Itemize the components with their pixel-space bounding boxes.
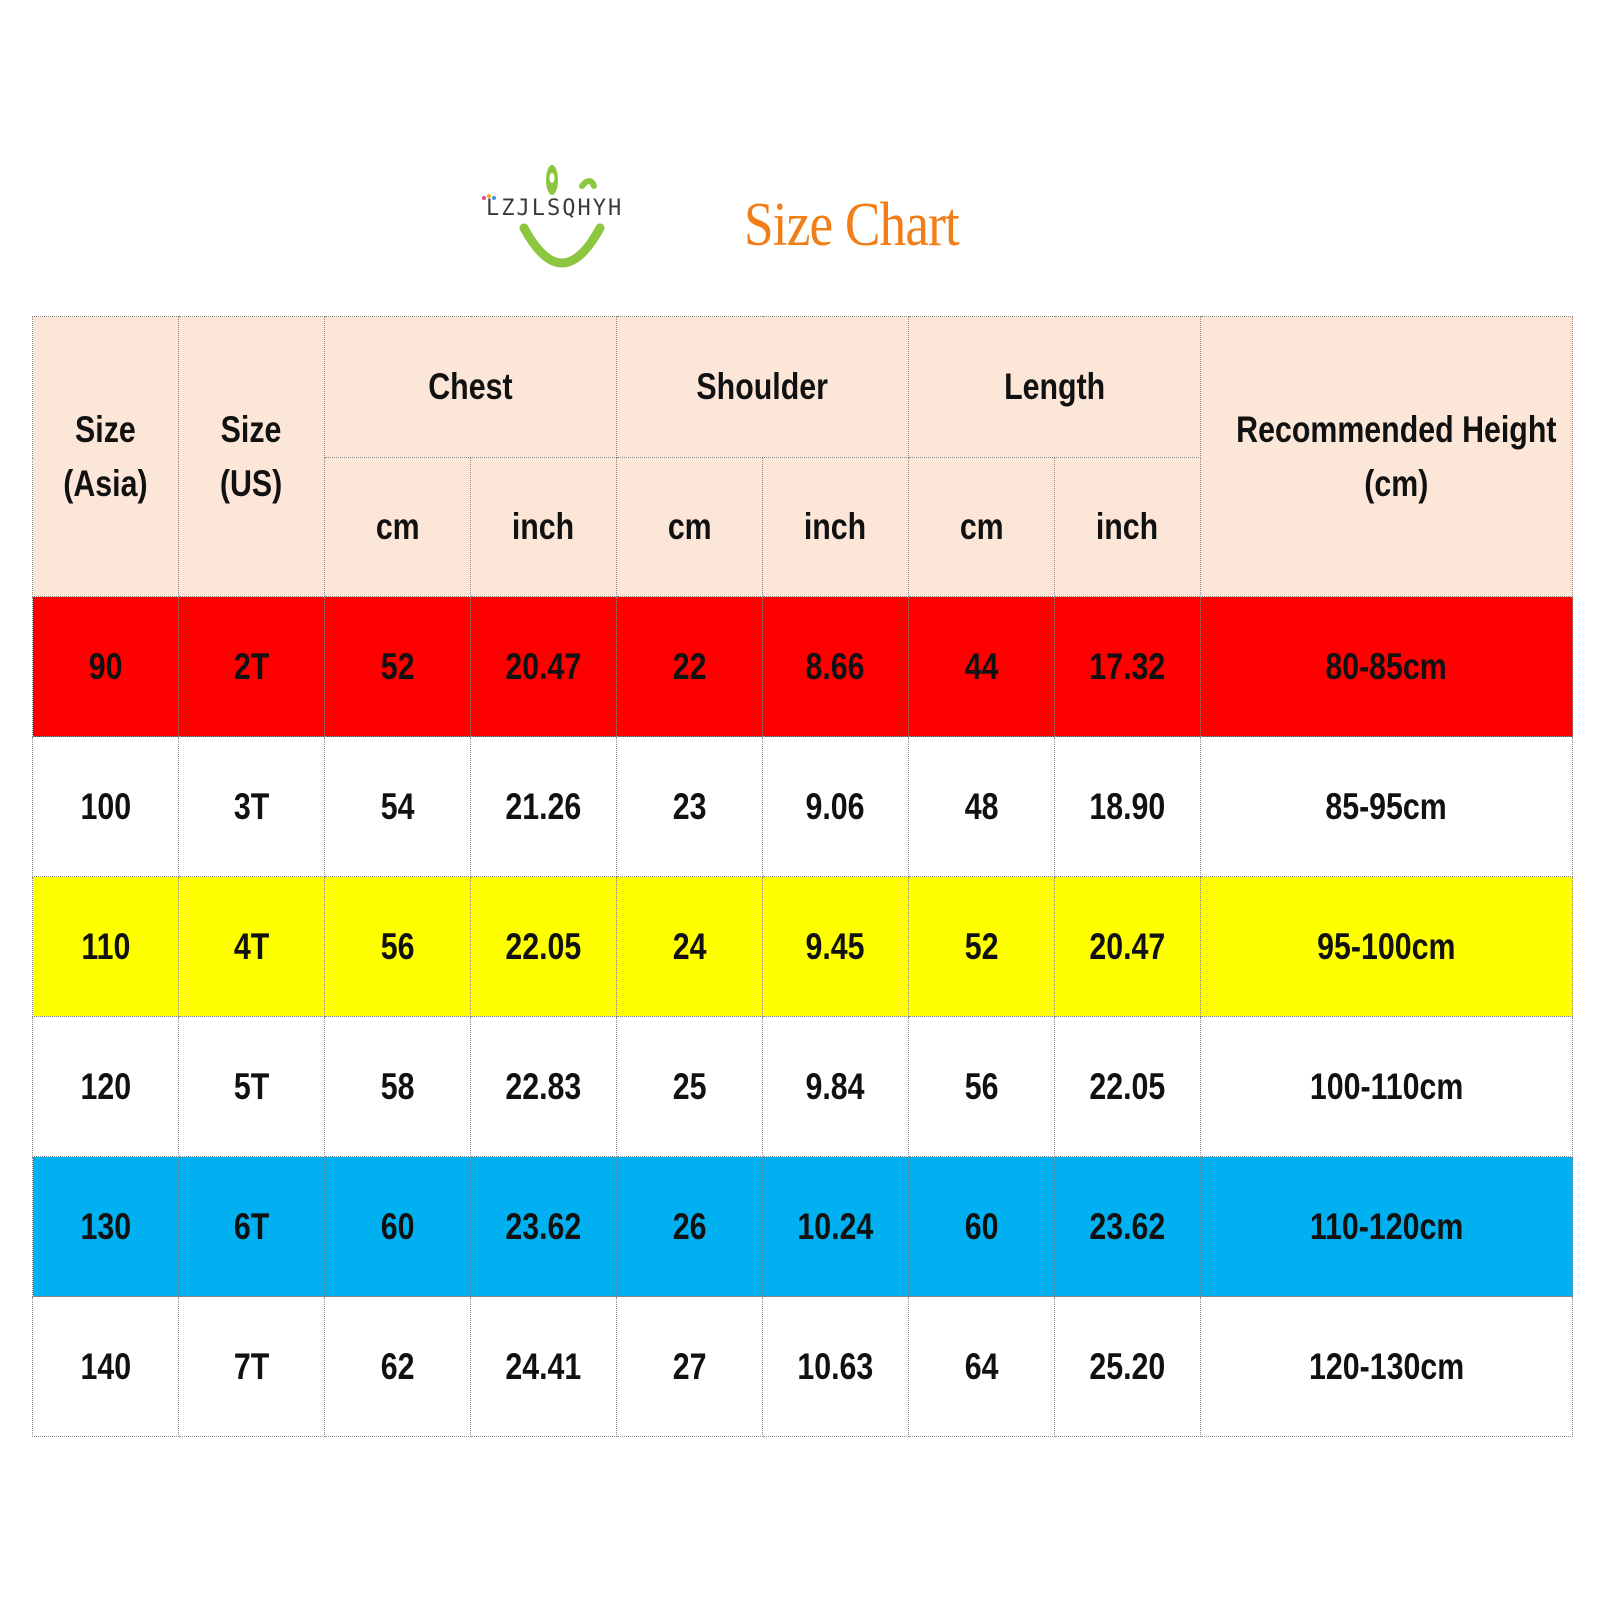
cell-asia: 120 bbox=[33, 1017, 179, 1157]
cell-chest-cm: 60 bbox=[325, 1157, 471, 1297]
cell-chest-in: 23.62 bbox=[471, 1157, 617, 1297]
cell-shoulder-in: 10.63 bbox=[763, 1297, 909, 1437]
cell-shoulder-in: 10.24 bbox=[763, 1157, 909, 1297]
cell-shoulder-in: 9.06 bbox=[763, 737, 909, 877]
cell-chest-in: 22.83 bbox=[471, 1017, 617, 1157]
cell-shoulder-cm: 27 bbox=[617, 1297, 763, 1437]
table-row bbox=[33, 877, 1573, 1017]
cell-chest-cm: 58 bbox=[325, 1017, 471, 1157]
table-row bbox=[33, 1297, 1573, 1437]
cell-length-cm: 44 bbox=[909, 597, 1055, 737]
page-title: Size Chart bbox=[744, 191, 959, 259]
header-row-groups bbox=[33, 317, 1573, 458]
cell-length-in: 17.32 bbox=[1055, 597, 1201, 737]
header-shoulder-cm: cm bbox=[617, 458, 763, 597]
cell-length-in: 18.90 bbox=[1055, 737, 1201, 877]
cell-shoulder-cm: 22 bbox=[617, 597, 763, 737]
cell-height: 95-100cm bbox=[1201, 877, 1573, 1017]
cell-length-in: 20.47 bbox=[1055, 877, 1201, 1017]
cell-height: 100-110cm bbox=[1201, 1017, 1573, 1157]
cell-length-cm: 60 bbox=[909, 1157, 1055, 1297]
header-size-asia: Size (Asia) bbox=[33, 317, 179, 597]
table-row bbox=[33, 1157, 1573, 1297]
cell-shoulder-cm: 23 bbox=[617, 737, 763, 877]
cell-asia: 100 bbox=[33, 737, 179, 877]
header-recommended-height: Recommended Height (cm) bbox=[1201, 317, 1573, 597]
table-row bbox=[33, 1017, 1573, 1157]
cell-us: 7T bbox=[179, 1297, 325, 1437]
table-row bbox=[33, 597, 1573, 737]
cell-asia: 130 bbox=[33, 1157, 179, 1297]
header-chest: Chest bbox=[325, 317, 617, 458]
cell-height: 85-95cm bbox=[1201, 737, 1573, 877]
size-chart-table bbox=[32, 316, 1573, 1437]
cell-asia: 90 bbox=[33, 597, 179, 737]
cell-height: 110-120cm bbox=[1201, 1157, 1573, 1297]
cell-chest-in: 24.41 bbox=[471, 1297, 617, 1437]
cell-shoulder-cm: 25 bbox=[617, 1017, 763, 1157]
cell-chest-cm: 56 bbox=[325, 877, 471, 1017]
cell-us: 6T bbox=[179, 1157, 325, 1297]
cell-shoulder-in: 9.45 bbox=[763, 877, 909, 1017]
header-shoulder: Shoulder bbox=[617, 317, 909, 458]
header-length-cm: cm bbox=[909, 458, 1055, 597]
cell-shoulder-cm: 26 bbox=[617, 1157, 763, 1297]
cell-chest-in: 22.05 bbox=[471, 877, 617, 1017]
cell-us: 3T bbox=[179, 737, 325, 877]
cell-chest-in: 21.26 bbox=[471, 737, 617, 877]
header-length: Length bbox=[909, 317, 1201, 458]
cell-us: 2T bbox=[179, 597, 325, 737]
header-size-us: Size (US) bbox=[179, 317, 325, 597]
size-rows bbox=[33, 597, 1573, 1437]
cell-chest-cm: 52 bbox=[325, 597, 471, 737]
cell-us: 5T bbox=[179, 1017, 325, 1157]
cell-length-in: 22.05 bbox=[1055, 1017, 1201, 1157]
header-chest-inch: inch bbox=[471, 458, 617, 597]
cell-chest-in: 20.47 bbox=[471, 597, 617, 737]
brand-wordmark: LZJLSQHYH bbox=[486, 196, 624, 221]
cell-length-in: 25.20 bbox=[1055, 1297, 1201, 1437]
header-shoulder-inch: inch bbox=[763, 458, 909, 597]
cell-height: 120-130cm bbox=[1201, 1297, 1573, 1437]
cell-length-cm: 56 bbox=[909, 1017, 1055, 1157]
cell-chest-cm: 54 bbox=[325, 737, 471, 877]
cell-chest-cm: 62 bbox=[325, 1297, 471, 1437]
brand-logo bbox=[482, 158, 682, 282]
cell-asia: 140 bbox=[33, 1297, 179, 1437]
cell-length-in: 23.62 bbox=[1055, 1157, 1201, 1297]
cell-length-cm: 48 bbox=[909, 737, 1055, 877]
cell-shoulder-in: 9.84 bbox=[763, 1017, 909, 1157]
cell-shoulder-in: 8.66 bbox=[763, 597, 909, 737]
cell-length-cm: 52 bbox=[909, 877, 1055, 1017]
cell-shoulder-cm: 24 bbox=[617, 877, 763, 1017]
cell-height: 80-85cm bbox=[1201, 597, 1573, 737]
header-length-inch: inch bbox=[1055, 458, 1201, 597]
header-chest-cm: cm bbox=[325, 458, 471, 597]
cell-us: 4T bbox=[179, 877, 325, 1017]
cell-asia: 110 bbox=[33, 877, 179, 1017]
cell-length-cm: 64 bbox=[909, 1297, 1055, 1437]
table-row bbox=[33, 737, 1573, 877]
